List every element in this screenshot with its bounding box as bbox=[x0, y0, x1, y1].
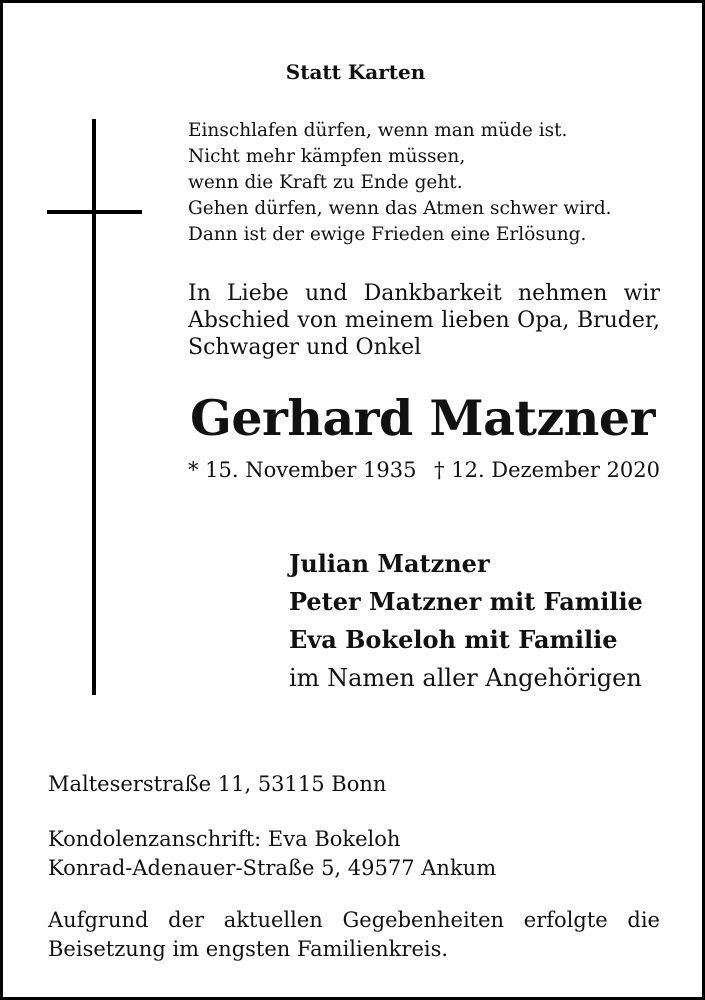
home-address: Malteserstraße 11, 53115 Bonn bbox=[48, 772, 387, 796]
intro-line: Abschied von meinem lieben Opa, Bruder, bbox=[188, 308, 660, 333]
mourner-name: Julian Matzner bbox=[289, 549, 490, 578]
closing-line: Beisetzung im engsten Familienkreis. bbox=[48, 937, 449, 961]
mourner-name: Peter Matzner mit Familie bbox=[289, 587, 643, 616]
poem-line: Nicht mehr kämpfen müssen, bbox=[188, 146, 466, 167]
intro-line: In Liebe und Dankbarkeit nehmen wir bbox=[188, 281, 660, 306]
poem-line: wenn die Kraft zu Ende geht. bbox=[188, 172, 463, 193]
notice-header bbox=[3, 60, 705, 84]
birth-date: * 15. November 1935 bbox=[188, 458, 417, 482]
intro-text bbox=[188, 280, 660, 361]
poem bbox=[188, 118, 612, 248]
closing-note bbox=[48, 906, 660, 964]
on-behalf-text: im Namen aller Angehörigen bbox=[289, 664, 642, 692]
poem-line: Einschlafen dürfen, wenn man müde ist. bbox=[188, 120, 568, 141]
condolence-line: Kondolenzanschrift: Eva Bokeloh bbox=[48, 827, 401, 851]
cross-icon-vertical-bar bbox=[92, 119, 96, 695]
condolence-address bbox=[48, 825, 496, 883]
mourners-list bbox=[289, 545, 643, 697]
cross-icon-horizontal-bar bbox=[47, 210, 142, 214]
condolence-line: Konrad-Adenauer-Straße 5, 49577 Ankum bbox=[48, 856, 497, 880]
deceased-name: Gerhard Matzner bbox=[190, 389, 655, 447]
intro-line: Schwager und Onkel bbox=[188, 335, 422, 360]
poem-line: Dann ist der ewige Frieden eine Erlösung. bbox=[188, 224, 587, 245]
closing-line: Aufgrund der aktuellen Gegebenheiten erfolgte die bbox=[48, 908, 660, 932]
mourner-name: Eva Bokeloh mit Familie bbox=[289, 625, 618, 654]
death-date: † 12. Dezember 2020 bbox=[434, 458, 660, 482]
poem-line: Gehen dürfen, wenn das Atmen schwer wird. bbox=[188, 198, 612, 219]
header-text: Statt Karten bbox=[285, 60, 426, 84]
